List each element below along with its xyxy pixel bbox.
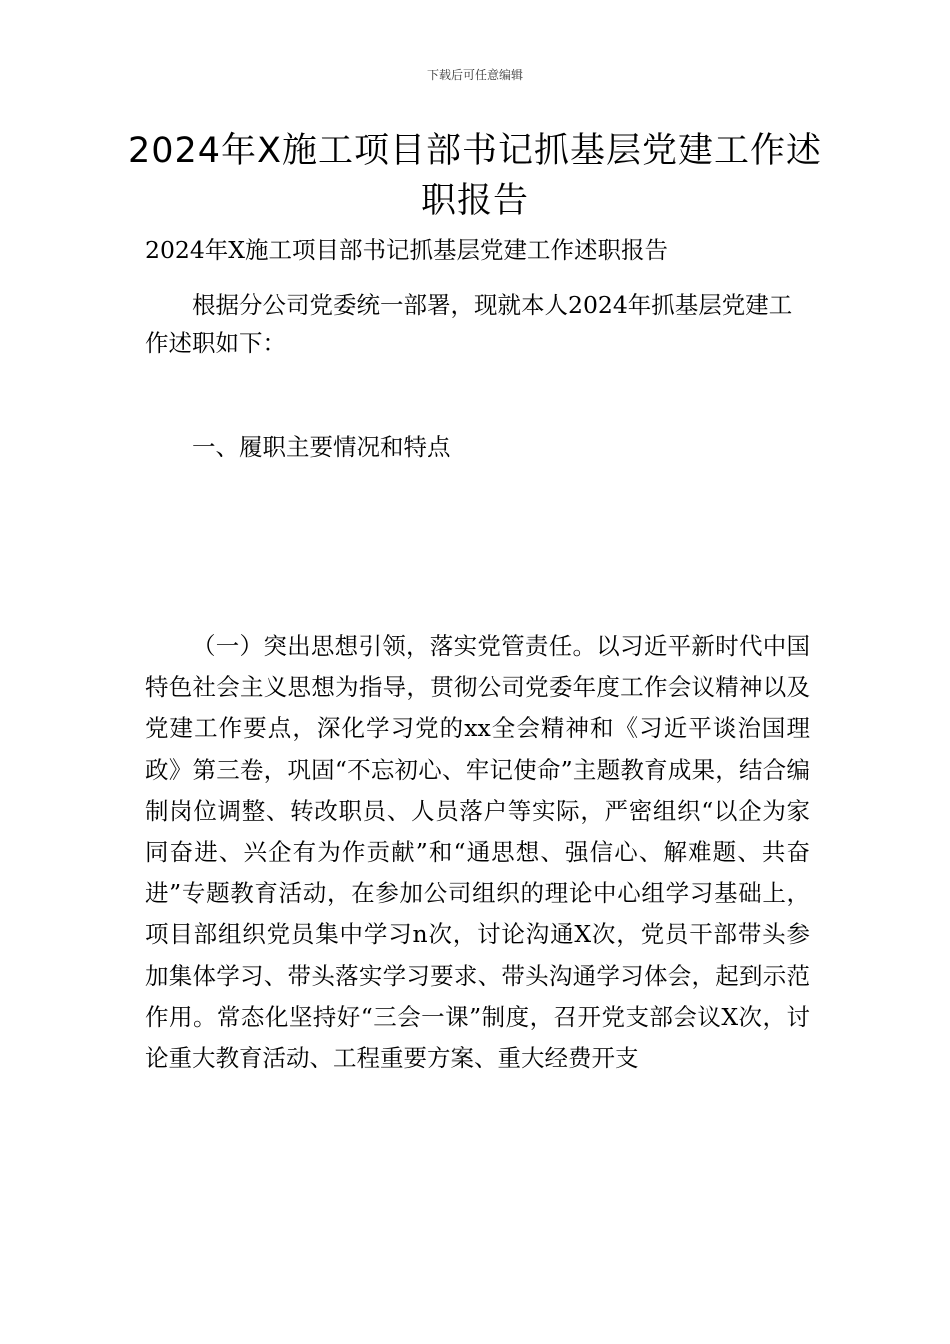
section-heading: 一、履职主要情况和特点 <box>192 433 451 461</box>
body-paragraph: （一）突出思想引领，落实党管责任。以习近平新时代中国特色社会主义思想为指导，贯彻公司党委年度工作会议精神以及党建工作要点，深化学习党的xx全会精神和《习近平谈治国理政》第三卷，巩固“不忘初心、牢记使命”主题教育成果，结合编制岗位调整、转改职员、人员落户等实际，严密组织“以企为家同奋进、兴企有为作贡献”和“通思想、强信心、解难题、共奋进”专题教育活动，在参加公司组织的理论中心组学习基础上，项目部组织党员集中学习n次，讨论沟通X次，党员干部带头参加集体学习、带头落实学习要求、带头沟通学习体会，起到示范作用。常态化坚持好“三会一课”制度，召开党支部会议X次，讨论重大教育活动、工程重要方案、重大经费开支 <box>145 632 810 1073</box>
intro-paragraph: 根据分公司党委统一部署，现就本人2024年抓基层党建工作述职如下： <box>145 291 793 357</box>
document-title: 2024年X施工项目部书记抓基层党建工作述职报告 <box>127 131 823 221</box>
download-note: 下载后可任意编辑 <box>426 68 523 82</box>
document-subtitle: 2024年X施工项目部书记抓基层党建工作述职报告 <box>145 236 669 264</box>
